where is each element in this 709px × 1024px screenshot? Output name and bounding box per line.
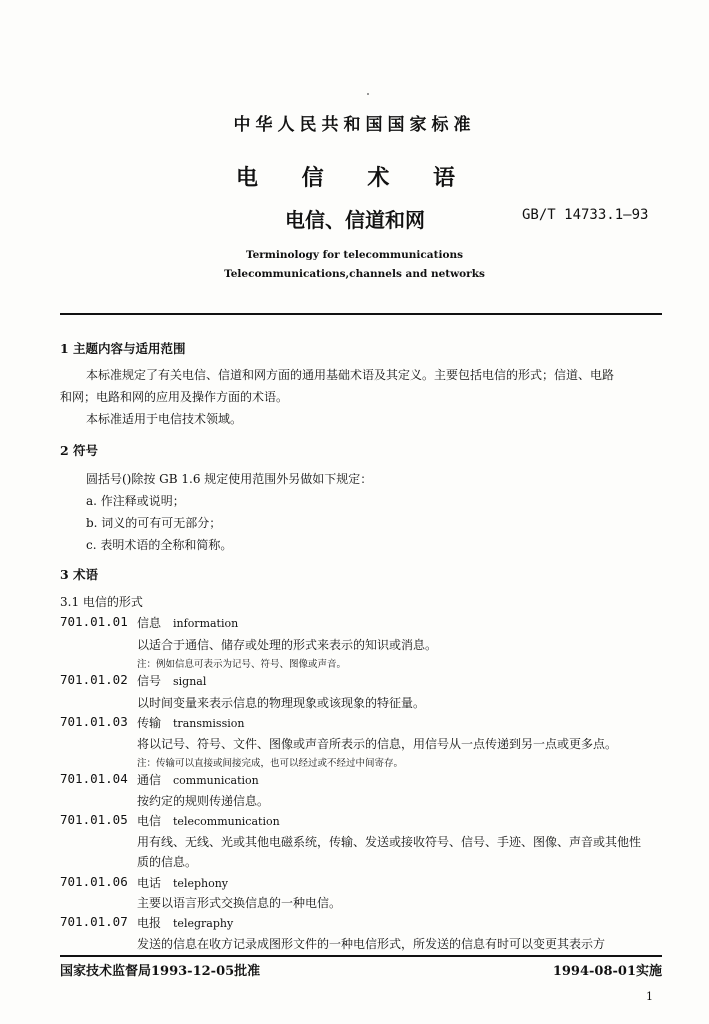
term-en: information [173,617,239,630]
section-1-paragraph-2: 本标准适用于电信技术领域。 [86,412,243,426]
section-2-intro: 圆括号()除按 GB 1.6 规定使用范围外另做如下规定： [86,472,373,486]
term-definition-continued: 质的信息。 [137,855,198,869]
term-definition: 主要以语言形式交换信息的一种电信。 [137,896,342,910]
section-2-heading: 2 符号 [60,443,99,458]
term-zh: 电报 [137,916,162,930]
term-definition: 以适合于通信、储存或处理的形式来表示的知识或消息。 [137,638,438,652]
term-heading [137,914,233,931]
term-definition: 发送的信息在收方记录成图形文件的一种电信形式，所发送的信息有时可以变更其表示方 [137,937,606,951]
document-subtitle: 电信、信道和网 [285,208,425,232]
page-number: 1 [646,990,653,1003]
term-definition: 按约定的规则传递信息。 [137,794,270,808]
term-zh: 电信 [137,814,162,828]
term-heading [137,714,244,731]
term-note: 注：传输可以直接或间接完成，也可以经过或不经过中间寄存。 [137,758,404,769]
term-zh: 电话 [137,876,162,890]
term-en: communication [173,774,259,787]
national-standard-heading: 中华人民共和国国家标准 [233,115,476,135]
term-en: signal [173,675,207,688]
term-heading [137,771,259,788]
section-1-paragraph-1b: 和网；电路和网的应用及操作方面的术语。 [60,390,289,404]
section-2-item-c: c. 表明术语的全称和简称。 [86,538,233,552]
term-number: 701.01.07 [60,914,128,929]
term-definition: 用有线、无线、光或其他电磁系统，传输、发送或接收符号、信号、手迹、图像、声音或其他性 [137,835,642,849]
approval-date: 国家技术监督局1993-12-05批准 [60,964,261,979]
section-2-item-b: b. 词义的可有可无部分； [86,516,222,530]
term-number: 701.01.06 [60,874,128,889]
term-heading [137,874,228,891]
term-number: 701.01.05 [60,812,128,827]
term-en: telecommunication [173,815,280,828]
term-zh: 信号 [137,674,162,688]
term-number: 701.01.04 [60,771,128,786]
term-en: transmission [173,717,245,730]
term-heading [137,812,280,829]
term-definition: 以时间变量来表示信息的物理现象或该现象的特征量。 [137,696,426,710]
footer-divider [60,955,662,957]
term-number: 701.01.02 [60,672,128,687]
term-number: 701.01.01 [60,614,128,629]
term-en: telegraphy [173,917,234,930]
term-zh: 信息 [137,616,162,630]
scan-speck [367,93,369,95]
term-en: telephony [173,877,229,890]
section-1-paragraph-1a: 本标准规定了有关电信、信道和网方面的通用基础术语及其定义。主要包括电信的形式；信道、电路 [86,368,615,382]
english-title: Terminology for telecommunications [245,249,463,261]
section-2-item-a: a. 作注释或说明； [86,494,185,508]
effective-date: 1994-08-01实施 [552,964,662,979]
term-heading [137,672,206,689]
section-1-heading: 1 主题内容与适用范围 [60,341,186,356]
section-3-heading: 3 术语 [60,567,99,582]
term-definition: 将以记号、符号、文件、图像或声音所表示的信息，用信号从一点传递到另一点或更多点。 [137,737,618,751]
section-3-1-heading: 3.1 电信的形式 [60,595,143,609]
term-zh: 传输 [137,716,162,730]
term-note: 注：例如信息可表示为记号、符号、图像或声音。 [137,659,347,670]
term-heading [137,614,238,631]
term-number: 701.01.03 [60,714,128,729]
english-subtitle: Telecommunications,channels and networks [224,268,485,280]
standard-code: GB/T 14733.1—93 [522,207,649,223]
header-divider [60,313,662,315]
term-zh: 通信 [137,773,162,787]
document-title: 电 信 术 语 [236,165,473,191]
